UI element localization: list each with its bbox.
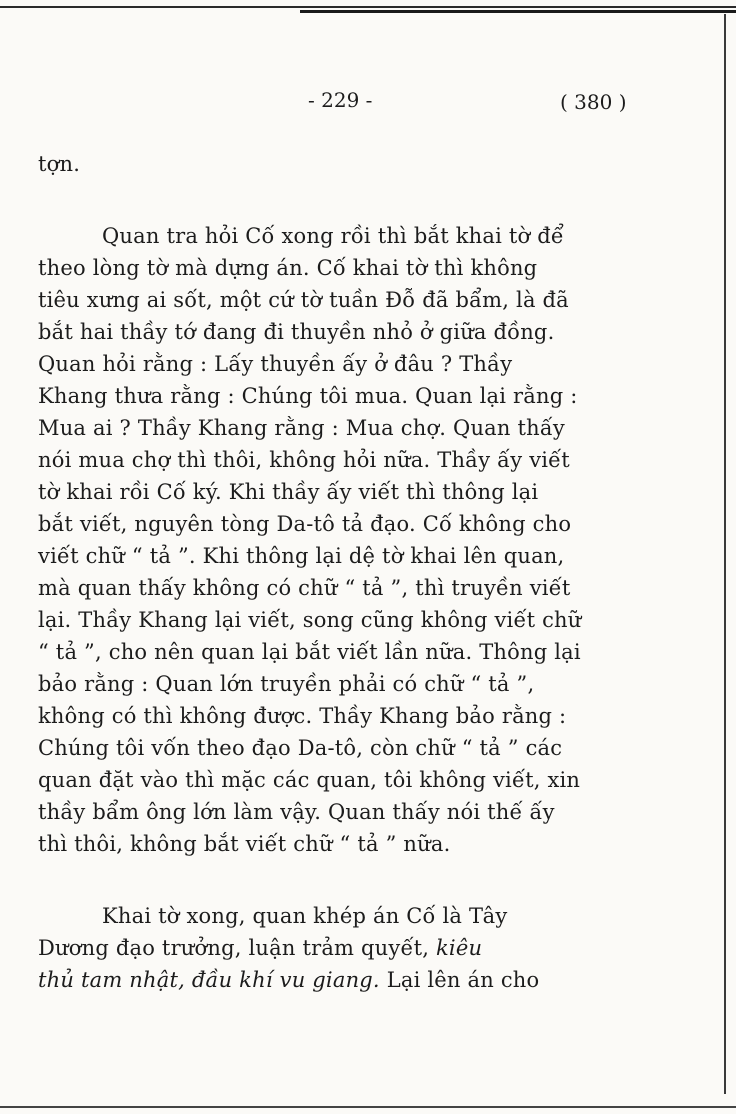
text-line: “ tả ”, cho nên quan lại bắt viết lần nữa. Thông lại (38, 640, 581, 664)
top-border-line (0, 6, 736, 8)
text-line: Khang thưa rằng : Chúng tôi mua. Quan lại rằng : (38, 384, 578, 408)
alternate-page-number: ( 380 ) (560, 90, 627, 114)
text-line: nói mua chợ thì thôi, không hỏi nữa. Thầy ấy viết (38, 448, 570, 472)
text-line: mà quan thấy không có chữ “ tả ”, thì truyền viết (38, 576, 571, 600)
text-line: thì thôi, không bắt viết chữ “ tả ” nữa. (38, 832, 451, 856)
text-line: Quan tra hỏi Cố xong rồi thì bắt khai tờ để (102, 224, 565, 248)
text-line: bắt viết, nguyên tòng Da-tô tả đạo. Cố không cho (38, 512, 572, 536)
italic-text-segment: thủ tam nhật, đầu khí vu giang. (38, 968, 380, 992)
text-line: tợn. (38, 152, 81, 176)
text-line: tiêu xưng ai sốt, một cứ tờ tuần Đỗ đã bẩm, là đã (38, 288, 569, 312)
text-segment: Dương đạo trưởng, luận trảm quyết, (38, 936, 430, 960)
text-line: Mua ai ? Thầy Khang rằng : Mua chợ. Quan thấy (38, 416, 565, 440)
text-line: bảo rằng : Quan lớn truyền phải có chữ “ tả ”, (38, 672, 535, 696)
page-number: - 229 - (308, 88, 373, 112)
text-line: quan đặt vào thì mặc các quan, tôi không viết, xin (38, 768, 581, 792)
text-line: tờ khai rồi Cố ký. Khi thầy ấy viết thì thông lại (38, 480, 539, 504)
bottom-border-line (0, 1106, 736, 1108)
text-line: không có thì không được. Thầy Khang bảo rằng : (38, 704, 567, 728)
text-line: Khai tờ xong, quan khép án Cố là Tây (102, 904, 508, 928)
text-line: viết chữ “ tả ”. Khi thông lại dệ tờ khai lên quan, (38, 544, 565, 568)
text-line (38, 936, 482, 960)
text-line: thầy bẩm ông lớn làm vậy. Quan thấy nói thế ấy (38, 800, 555, 824)
text-line: Chúng tôi vốn theo đạo Da-tô, còn chữ “ tả ” các (38, 736, 563, 760)
top-border-line-thick (300, 10, 736, 13)
italic-text-segment: kiêu (436, 936, 483, 960)
text-line (38, 968, 539, 992)
right-border-line (724, 14, 726, 1094)
text-line: theo lòng tờ mà dựng án. Cố khai tờ thì không (38, 256, 538, 280)
text-line: Quan hỏi rằng : Lấy thuyền ấy ở đâu ? Thầy (38, 352, 513, 376)
text-line: bắt hai thầy tớ đang đi thuyền nhỏ ở giữa đồng. (38, 320, 555, 344)
text-line: lại. Thầy Khang lại viết, song cũng không viết chữ (38, 608, 582, 632)
text-segment: Lại lên án cho (386, 968, 540, 992)
